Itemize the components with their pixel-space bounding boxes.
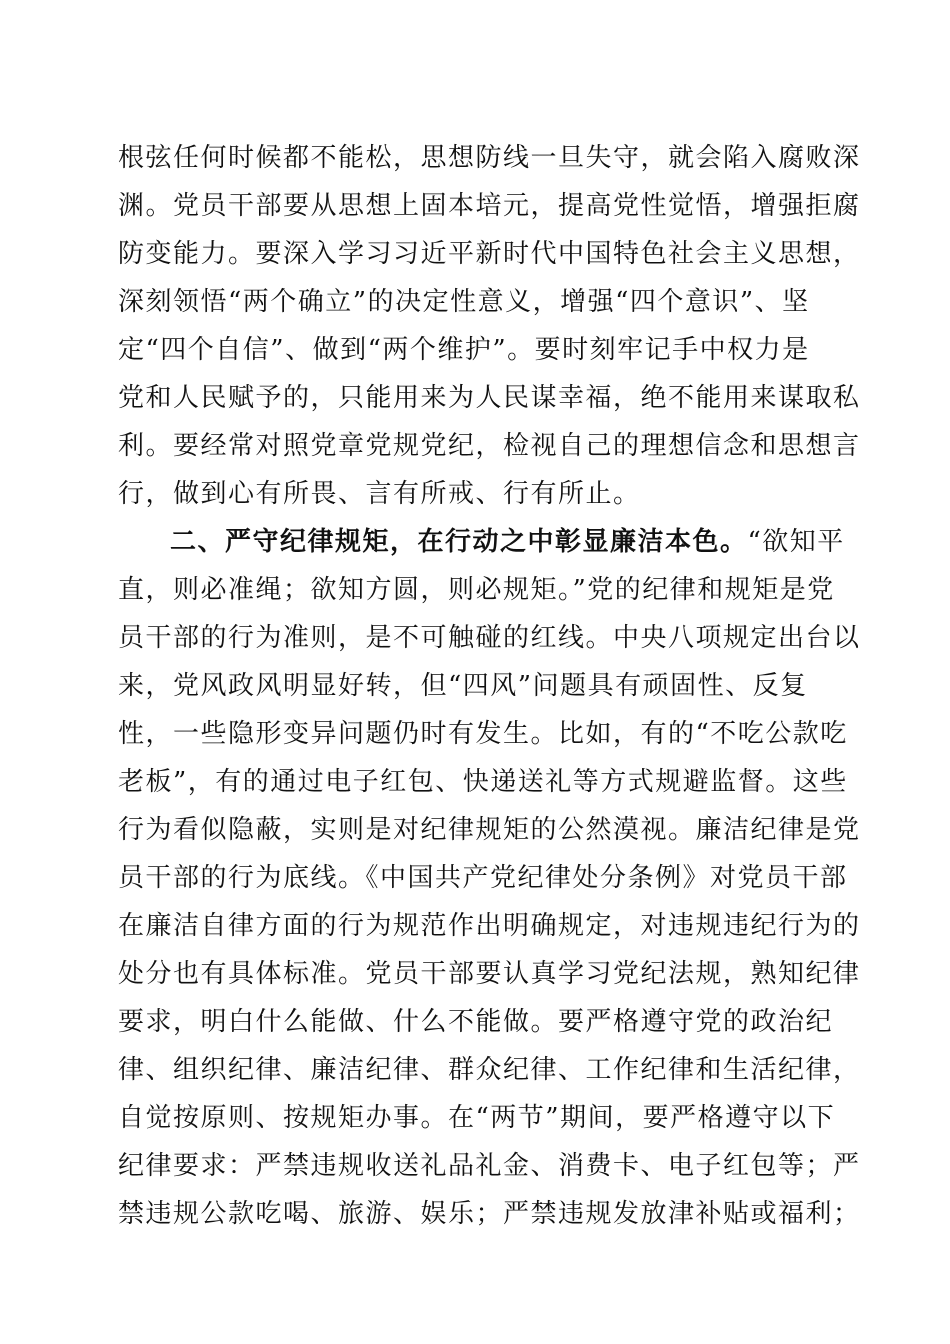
paragraph-2 xyxy=(118,518,861,1238)
paragraph-first-line xyxy=(118,518,845,566)
paragraph-line: 性，一些隐形变异问题仍时有发生。比如，有的“不吃公款吃 xyxy=(118,719,848,749)
paragraph-line: 老板”，有的通过电子红包、快递送礼等方式规避监督。这些 xyxy=(118,767,848,797)
section-heading: 二、严守纪律规矩，在行动之中彰显廉洁本色。 xyxy=(170,527,748,557)
paragraph-line: 自觉按原则、按规矩办事。在“两节”期间，要严格遵守以下 xyxy=(118,1103,836,1133)
paragraph-line: 禁违规公款吃喝、旅游、娱乐；严禁违规发放津补贴或福利； xyxy=(118,1199,861,1229)
paragraph-line: 行，做到心有所畏、言有所戒、行有所止。 xyxy=(118,479,641,509)
paragraph-line: 渊。党员干部要从思想上固本培元，提高党性觉悟，增强拒腐 xyxy=(118,191,861,221)
paragraph-line: 员干部的行为底线。《中国共产党纪律处分条例》对党员干部 xyxy=(118,863,848,893)
paragraph-line: 党和人民赋予的，只能用来为人民谋幸福，绝不能用来谋取私 xyxy=(118,383,861,413)
paragraph-line: 根弦任何时候都不能松，思想防线一旦失守，就会陷入腐败深 xyxy=(118,143,861,173)
paragraph-line: 来，党风政风明显好转，但“四风”问题具有顽固性、反复 xyxy=(118,671,808,701)
paragraph-line: 员干部的行为准则，是不可触碰的红线。中央八项规定出台以 xyxy=(118,623,861,653)
paragraph-line-rest: “欲知平 xyxy=(747,527,845,557)
paragraph-line: 要求，明白什么能做、什么不能做。要严格遵守党的政治纪 xyxy=(118,1007,834,1037)
paragraph-line: 防变能力。要深入学习习近平新时代中国特色社会主义思想， xyxy=(118,239,861,269)
document-body xyxy=(118,134,861,1238)
paragraph-1 xyxy=(118,134,861,518)
paragraph-line: 纪律要求：严禁违规收送礼品礼金、消费卡、电子红包等；严 xyxy=(118,1151,861,1181)
paragraph-line: 直，则必准绳；欲知方圆，则必规矩。”党的纪律和规矩是党 xyxy=(118,575,835,605)
paragraph-line: 行为看似隐蔽，实则是对纪律规矩的公然漠视。廉洁纪律是党 xyxy=(118,815,861,845)
paragraph-line: 处分也有具体标准。党员干部要认真学习党纪法规，熟知纪律 xyxy=(118,959,861,989)
paragraph-line: 定“四个自信”、做到“两个维护”。要时刻牢记手中权力是 xyxy=(118,335,810,365)
paragraph-line: 利。要经常对照党章党规党纪，检视自己的理想信念和思想言 xyxy=(118,431,861,461)
paragraph-line: 律、组织纪律、廉洁纪律、群众纪律、工作纪律和生活纪律， xyxy=(118,1055,861,1085)
paragraph-line: 深刻领悟“两个确立”的决定性意义，增强“四个意识”、坚 xyxy=(118,287,810,317)
paragraph-line: 在廉洁自律方面的行为规范作出明确规定，对违规违纪行为的 xyxy=(118,911,861,941)
